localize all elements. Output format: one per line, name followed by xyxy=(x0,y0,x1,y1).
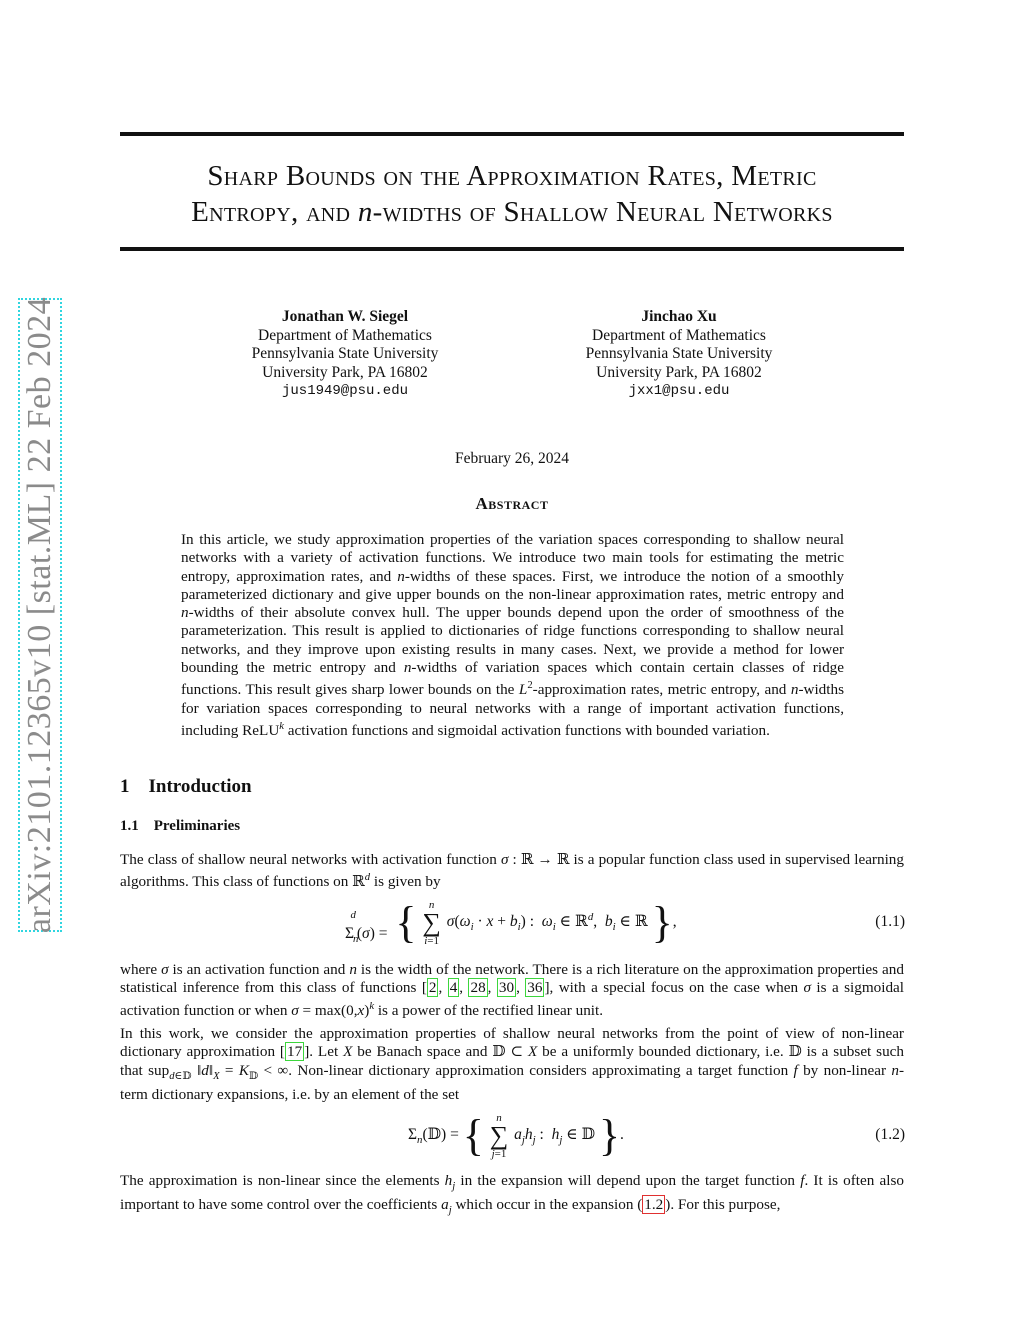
title-top-rule xyxy=(120,132,904,136)
citation-28[interactable]: 28 xyxy=(470,979,486,997)
citation-17[interactable]: 17 xyxy=(287,1043,303,1061)
author-1-email[interactable]: jus1949@psu.edu xyxy=(281,383,409,399)
author-1: Jonathan W. Siegel Department of Mathematics Pennsylvania State University University Park, PA 16802 jus1949@psu.edu xyxy=(215,308,475,401)
equation-1-2-label: (1.2) xyxy=(875,1126,905,1143)
equation-1-2: $\Sigma_n(𝔻)$ = { n ∑ j=1 $a_jh_j$ : $h_j$ ∈ 𝔻 }. (1.2) xyxy=(408,1111,905,1160)
citation-2[interactable]: 2 xyxy=(428,979,437,997)
section-1-1-heading: 1.1 Preliminaries xyxy=(120,818,241,834)
author-2: Jinchao Xu Department of Mathematics Pennsylvania State University University Park, PA 16802 jxx1@psu.edu xyxy=(549,308,809,401)
paragraph-2: where σ is an activation function and n is the width of the network. There is a rich literature on the approximation properties and statistical inference from this class of functions [ 2 , 4 , 28 , 30 , 36 ], with a special focus on the case when σ is a sigmoidal activation function or when $\sigma = \max(0,x)^k$ is a power of the rectified linear unit. xyxy=(120,961,904,1019)
abstract-heading: Abstract xyxy=(475,494,549,513)
equation-1-1: $\Sigma_n^d(\sigma)$ = { n ∑ i=1 $\sigma(\omega_i \cdot x + b_i)$ : $\omega_i$ ∈ ℝ$^d$, $b_i$ ∈ ℝ }, (1.1) xyxy=(345,898,905,947)
paper-date: February 26, 2024 xyxy=(454,450,570,467)
paper-title xyxy=(120,158,904,230)
citation-4[interactable]: 4 xyxy=(449,979,458,997)
paragraph-1: The class of shallow neural networks with activation function σ : ℝ → ℝ is a popular function class used in supervised learning algorithms. This class of functions on ℝ$^d$ is given by xyxy=(120,851,904,891)
equation-1-1-label: (1.1) xyxy=(875,913,905,930)
section-1-heading: 1 Introduction xyxy=(120,776,252,797)
citation-36[interactable]: 36 xyxy=(527,979,543,997)
arxiv-stamp: arXiv:2101.12365v10 [stat.ML] 22 Feb 2024 xyxy=(21,296,58,934)
title-line-1: Sharp Bounds on the Approximation Rates, Metric xyxy=(207,160,817,192)
abstract-text: In this article, we study approximation properties of the variation spaces corresponding to shallow neural networks with a variety of activation functions. We introduce two main tools for estimating the metric entropy, approximation rates, and n-widths of these spaces. First, we introduce the notion of a smoothly parameterized dictionary and give upper bounds on the non-linear approximation rates, metric entropy and n-widths of their absolute convex hull. The upper bounds depend upon the order of smoothness of the parameterization. This result is applied to dictionaries of ridge functions corresponding to shallow neural networks, and they improve upon existing results in many cases. Next, we provide a method for lower bounding the metric entropy and n-widths of variation spaces which contain certain classes of ridge functions. This result gives sharp lower bounds on the $L^2$-approximation rates, metric entropy, and n-widths for variation spaces corresponding to neural networks with a range of important activation functions, including ReLU$^k$ activation functions and sigmoidal activation functions with bounded variation. xyxy=(181,531,845,740)
citation-30[interactable]: 30 xyxy=(498,979,515,997)
title-bottom-rule xyxy=(120,247,904,251)
title-line-2: Entropy, and n-widths of Shallow Neural Networks xyxy=(191,196,833,228)
author-2-email[interactable]: jxx1@psu.edu xyxy=(628,383,730,399)
paragraph-4: The approximation is non-linear since the elements $h_j$ in the expansion will depend upon the target function f. It is often also important to have some control over the coefficients $a_j$ which occur in the expansion ( 1.2 ). For this purpose, xyxy=(120,1172,904,1217)
paragraph-3: In this work, we consider the approximation properties of shallow neural networks from the point of view of non-linear dictionary approximation [ 17 ]. Let X be Banach space and 𝔻 ⊂ X be a uniformly bounded dictionary, i.e. 𝔻 is a subset such that sup$_{d\in 𝔻}$ $‖d‖_X = K_𝔻$ < ∞. Non-linear dictionary approximation considers approximating a target function f by non-linear n-term dictionary expansions, i.e. by an element of the set xyxy=(120,1025,905,1103)
equation-ref-1-2[interactable]: 1.2 xyxy=(644,1196,664,1214)
